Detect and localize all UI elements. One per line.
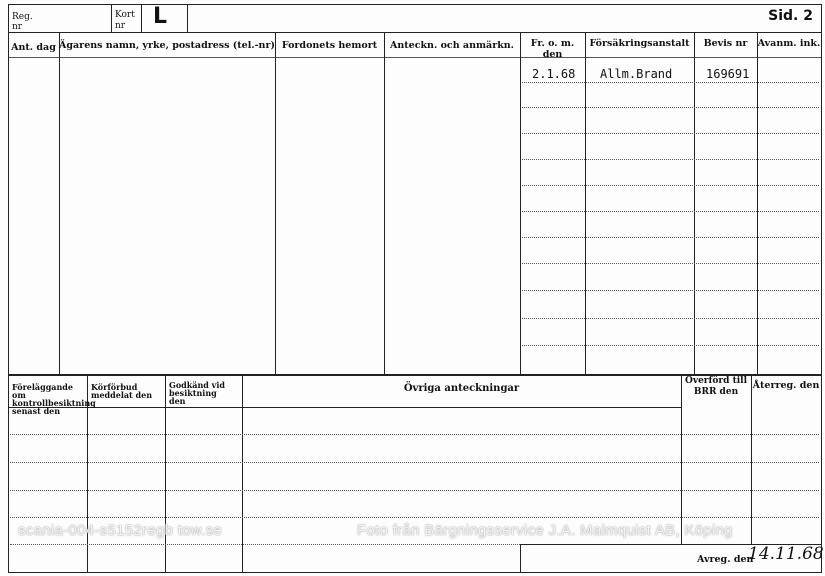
reg-divider [111, 4, 112, 32]
avreg-date: 14.11.68 [748, 544, 824, 564]
header-bottom-line [8, 32, 822, 33]
top-border [8, 4, 822, 5]
col-header-ant-dag: Ant. dag [11, 42, 56, 53]
col-header-avanm: Avanm. ink. [757, 38, 821, 49]
kort-value-divider [187, 4, 188, 32]
row-line [522, 211, 819, 212]
col-header-agarens: Ägarens namn, yrke, postadress (tel.-nr) [59, 40, 275, 51]
row-line [522, 318, 819, 319]
row-line [10, 462, 819, 463]
row-line [10, 544, 520, 545]
col-divider-7 [757, 32, 758, 374]
bottom-col-divider-4 [681, 374, 682, 544]
insurance-date: 2.1.68 [532, 67, 576, 81]
col-header-forelaggande: Föreläggande om kontrollbesiktning senast den [12, 382, 96, 416]
row-line [522, 133, 819, 134]
col-divider-5 [585, 32, 586, 374]
col-header-anteckn: Anteckn. och anmärkn. [389, 40, 514, 51]
kort-divider [141, 4, 142, 32]
row-line [522, 82, 819, 83]
column-header-line [8, 57, 822, 58]
row-line [522, 263, 819, 264]
left-border [8, 4, 9, 572]
col-header-korforbud: Körförbud meddelat den [91, 382, 153, 400]
col-header-fr-om-den: Fr. o. m. den [530, 38, 575, 60]
col-header-ovriga: Övriga anteckningar [403, 383, 520, 394]
insurance-certificate: 169691 [706, 67, 750, 81]
row-line [522, 290, 819, 291]
col-divider-3 [384, 32, 385, 374]
bottom-col-divider-3 [242, 374, 243, 572]
watermark-left: scania-004-s5152regb tow.se [18, 522, 223, 539]
row-line [10, 517, 819, 518]
bottom-header-line [8, 407, 681, 408]
row-line [10, 490, 819, 491]
col-header-hemort: Fordonets hemort [281, 40, 378, 51]
col-divider-4 [520, 32, 521, 374]
col-divider-6 [694, 32, 695, 374]
bottom-col-divider-2 [165, 374, 166, 572]
row-line [522, 185, 819, 186]
kort-nr-value: L [153, 4, 168, 29]
col-header-aterreg: Återreg. den [752, 380, 820, 391]
reg-nr-label: Reg. nr [12, 12, 33, 32]
row-line [522, 107, 819, 108]
row-line [522, 345, 819, 346]
col-header-forsakringsanstalt: Försäkringsanstalt [589, 38, 690, 49]
page-number: Sid. 2 [768, 8, 813, 24]
col-divider-1 [59, 32, 60, 374]
col-header-bevis-nr: Bevis nr [703, 38, 748, 49]
col-header-overford: Överförd till BRR den [685, 376, 747, 397]
watermark-right: Foto från Bärgningsservice J.A. Malmquist AB, Köping [357, 522, 733, 539]
col-divider-2 [275, 32, 276, 374]
bottom-border [8, 572, 822, 573]
row-line [522, 159, 819, 160]
col-header-godkand: Godkänd vid besiktning den [169, 380, 225, 406]
kort-nr-label: Kort nr [115, 10, 135, 31]
bottom-col-divider-5 [751, 374, 752, 544]
row-line [522, 237, 819, 238]
row-line [10, 434, 819, 435]
insurance-company: Allm.Brand [600, 67, 673, 81]
avreg-label: Avreg. den [697, 554, 754, 565]
right-border [821, 4, 822, 572]
avreg-left-divider [520, 544, 521, 572]
